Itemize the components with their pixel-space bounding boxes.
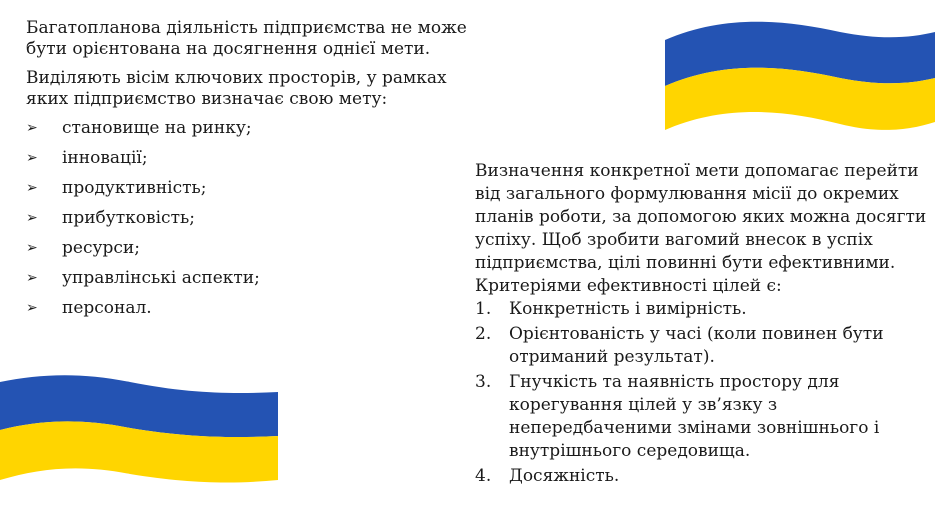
list-item: ➢ прибутковість; [26, 208, 195, 228]
list-item: ➢ ресурси; [26, 238, 140, 258]
arrow-bullet-icon: ➢ [26, 120, 38, 136]
list-item: ➢ управлінські аспекти; [26, 268, 260, 288]
criteria-list [475, 298, 930, 488]
list-item: ➢ персонал. [26, 298, 152, 318]
list-item: 3. Гнучкість та наявність простору для корегування цілей у зв’язку з непередбаченими змінами зовнішнього і внутрішнього середовища. [475, 372, 880, 461]
arrow-bullet-icon: ➢ [26, 270, 38, 286]
list-item: ➢ інновації; [26, 148, 148, 168]
list-item: ➢ становище на ринку; [26, 118, 252, 138]
right-intro-paragraph: Визначення конкретної мети допомагає перейти від загального формулювання місії до окремих планів роботи, за допомогою яких можна досягти успіху. Щоб зробити вагомий внесок в успіх підприємства, цілі повинні бути ефективними. [475, 161, 927, 273]
left-intro-paragraph: Багатопланова діяльність підприємства не може бути орієнтована на досягнення однієї мети. [26, 18, 467, 59]
list-item: ➢ продуктивність; [26, 178, 207, 198]
arrow-bullet-icon: ➢ [26, 240, 38, 256]
ukraine-flag-bottom [0, 372, 278, 500]
list-item: 2. Орієнтованість у часі (коли повинен бути отриманий результат). [475, 324, 884, 367]
left-column [26, 18, 471, 328]
list-item: 1. Конкретність і вимірність. [475, 299, 747, 319]
key-spaces-list [26, 118, 471, 328]
left-lead-paragraph: Виділяють вісім ключових просторів, у рамках яких підприємство визначає свою мету: [26, 68, 447, 109]
arrow-bullet-icon: ➢ [26, 180, 38, 196]
right-column [475, 160, 930, 490]
arrow-bullet-icon: ➢ [26, 300, 38, 316]
arrow-bullet-icon: ➢ [26, 150, 38, 166]
arrow-bullet-icon: ➢ [26, 210, 38, 226]
list-item: 4. Досяжність. [475, 466, 620, 486]
ukraine-flag-top [665, 18, 935, 138]
criteria-title: Критеріями ефективності цілей є: [475, 276, 782, 296]
